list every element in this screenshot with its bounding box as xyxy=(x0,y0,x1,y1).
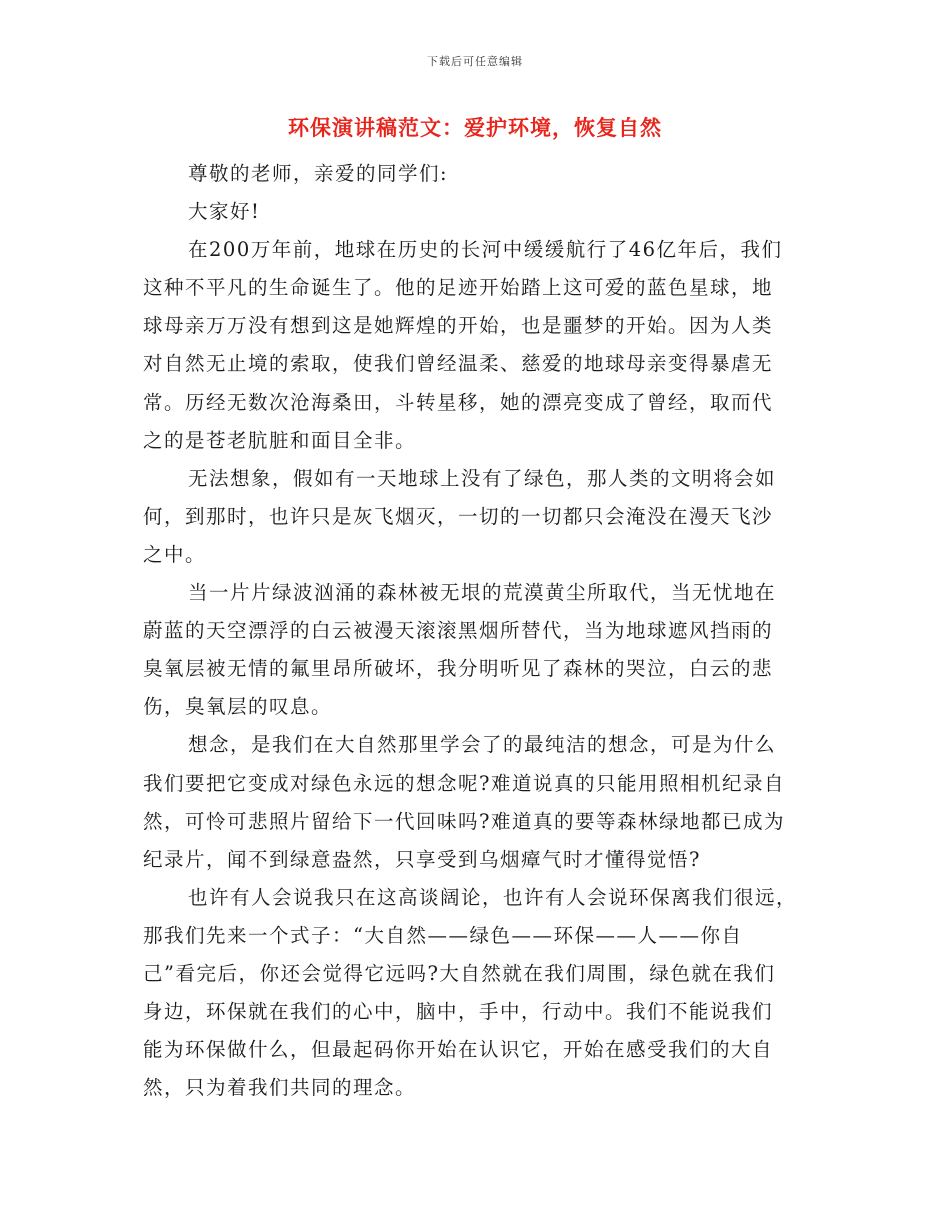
paragraph-5-line: 然，只为着我们共同的理念。 xyxy=(143,1076,417,1100)
paragraph-1-line: 对自然无止境的索取，使我们曾经温柔、慈爱的地球母亲变得暴虐无 xyxy=(143,352,774,376)
paragraph-4-line: 纪录片，闻不到绿意盎然，只享受到乌烟瘴气时才懂得觉悟? xyxy=(143,847,701,871)
paragraph-2-line: 无法想象，假如有一天地球上没有了绿色，那人类的文明将会如 xyxy=(188,466,777,490)
paragraph-1-line: 这种不平凡的生命诞生了。他的足迹开始踏上这可爱的蓝色星球，地 xyxy=(143,276,774,300)
paragraph-1-line: 常。历经无数次沧海桑田，斗转星移，她的漂亮变成了曾经，取而代 xyxy=(143,390,774,414)
paragraph-1-line: 球母亲万万没有想到这是她辉煌的开始，也是噩梦的开始。因为人类 xyxy=(143,314,774,338)
paragraph-4-line: 我们要把它变成对绿色永远的想念呢?难道说真的只能用照相机纪录自 xyxy=(143,771,785,795)
paragraph-5-line: 也许有人会说我只在这高谈阔论，也许有人会说环保离我们很远， xyxy=(188,885,798,909)
greeting-line: 大家好! xyxy=(188,200,261,224)
paragraph-5-line: 己”看完后，你还会觉得它远吗?大自然就在我们周围，绿色就在我们 xyxy=(143,961,776,985)
paragraph-2-line: 之中。 xyxy=(143,542,207,566)
paragraph-1-line: 在200万年前，地球在历史的长河中缓缓航行了46亿年后，我们 xyxy=(188,238,783,262)
header-note: 下载后可任意编辑 xyxy=(427,55,523,68)
paragraph-5-line: 那我们先来一个式子：“大自然——绿色——环保——人——你自 xyxy=(143,923,743,947)
paragraph-3-line: 当一片片绿波汹涌的森林被无垠的荒漠黄尘所取代，当无忧地在 xyxy=(188,581,777,605)
paragraph-1-line: 之的是苍老肮脏和面目全非。 xyxy=(143,428,417,452)
paragraph-4-line: 想念，是我们在大自然那里学会了的最纯洁的想念，可是为什么 xyxy=(188,733,777,757)
paragraph-3-line: 伤，臭氧层的叹息。 xyxy=(143,695,333,719)
paragraph-4-line: 然，可怜可悲照片留给下一代回味吗?难道真的要等森林绿地都已成为 xyxy=(143,809,785,833)
paragraph-2-line: 何，到那时，也许只是灰飞烟灭，一切的一切都只会淹没在漫天飞沙 xyxy=(143,504,774,528)
paragraph-5-line: 能为环保做什么，但最起码你开始在认识它，开始在感受我们的大自 xyxy=(143,1038,774,1062)
paragraph-5-line: 身边，环保就在我们的心中，脑中，手中，行动中。我们不能说我们 xyxy=(143,1000,774,1024)
paragraph-3-line: 臭氧层被无情的氟里昂所破坏，我分明听见了森林的哭泣，白云的悲 xyxy=(143,657,774,681)
document-title: 环保演讲稿范文：爱护环境，恢复自然 xyxy=(288,115,662,140)
paragraph-3-line: 蔚蓝的天空漂浮的白云被漫天滚滚黑烟所替代，当为地球遮风挡雨的 xyxy=(143,619,774,643)
salutation-line: 尊敬的老师，亲爱的同学们: xyxy=(188,162,449,185)
speech-body xyxy=(143,155,803,1107)
